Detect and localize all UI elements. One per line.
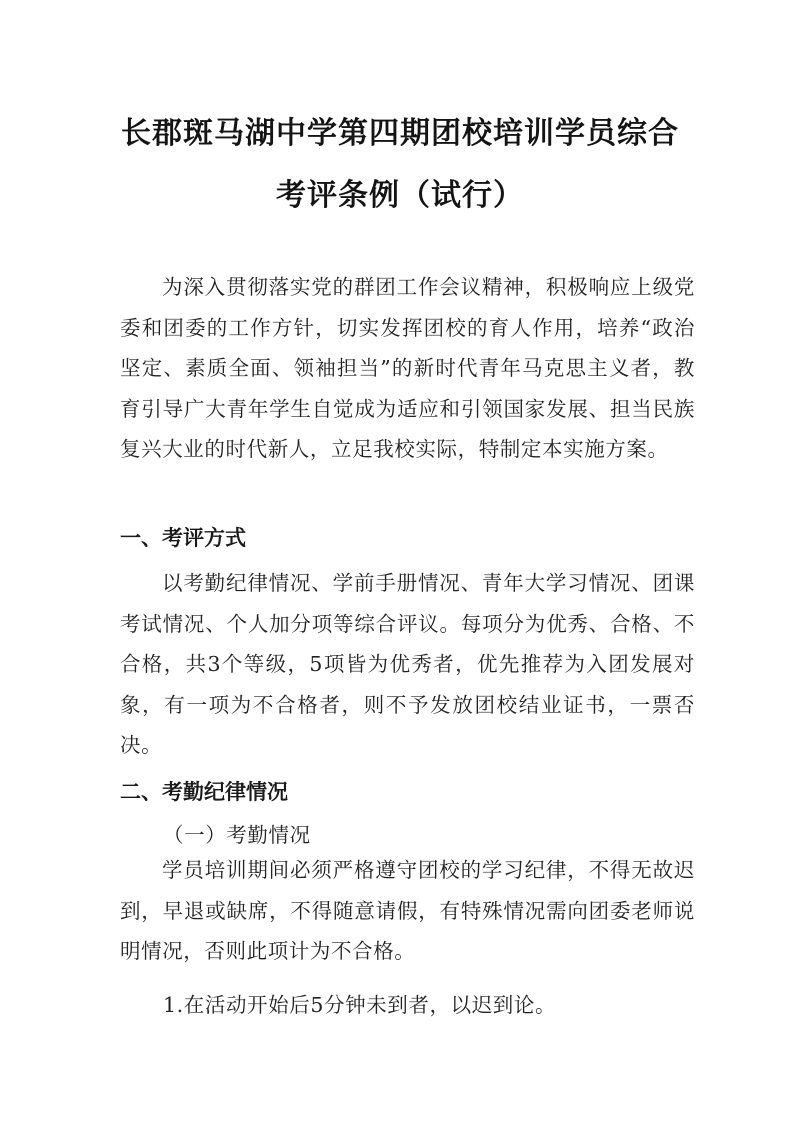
intro-paragraph: 为深入贯彻落实党的群团工作会议精神，积极响应上级党委和团委的工作方针，切实发挥团校的育人作用，培养“政治坚定、素质全面、领袖担当”的新时代青年马克思主义者，教育引导广大青年学生自觉成为适应和引领国家发展、担当民族复兴大业的时代新人，立足我校实际，特制定本实施方案。 bbox=[120, 275, 695, 461]
section-2-heading: 二、考勤纪律情况 bbox=[120, 780, 288, 804]
section-1-heading: 一、考评方式 bbox=[120, 526, 246, 550]
section-2-item-1: 1.在活动开始后5分钟未到者，以迟到论。 bbox=[163, 993, 557, 1017]
section-2-subheading: （一）考勤情况 bbox=[163, 823, 311, 847]
document-title-line-1: 长郡斑马湖中学第四期团校培训学员综合 bbox=[121, 116, 679, 151]
document-title-line-2: 考评条例（试行） bbox=[276, 178, 524, 213]
section-2-paragraph: 学员培训期间必须严格遵守团校的学习纪律，不得无故迟到，早退或缺席，不得随意请假，有特殊情况需向团委老师说明情况，否则此项计为不合格。 bbox=[120, 858, 695, 963]
section-1-paragraph: 以考勤纪律情况、学前手册情况、青年大学习情况、团课考试情况、个人加分项等综合评议。每项分为优秀、合格、不合格，共3个等级，5项皆为优秀者，优先推荐为入团发展对象，有一项为不合格者，则不予发放团校结业证书，一票否决。 bbox=[120, 571, 695, 757]
